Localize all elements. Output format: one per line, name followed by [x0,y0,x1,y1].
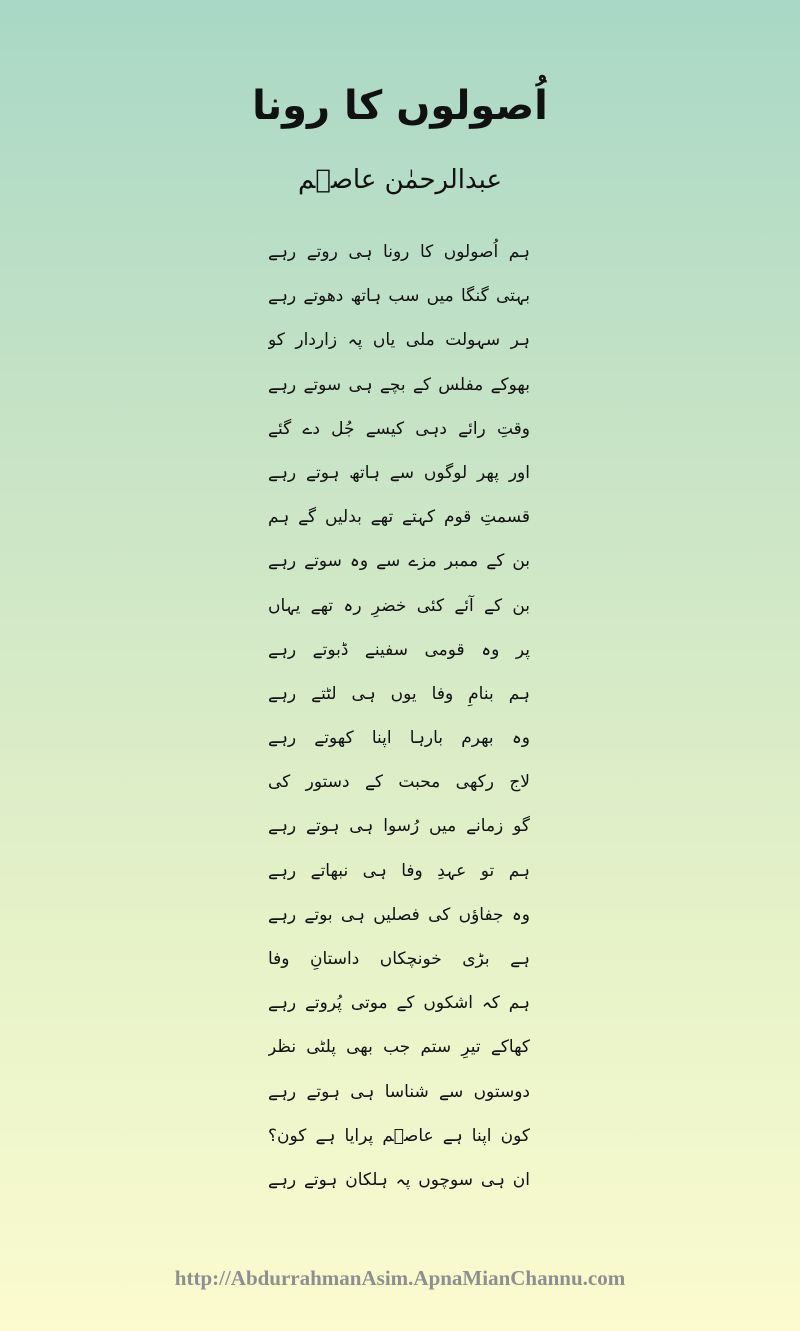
poem-title: اُصولوں کا رونا [252,83,548,129]
poem-line: وقتِ رائے دہی کیسے جُل دے گئے [268,418,530,439]
poem-line: بن کے آئے کئی خضرِ رہ تھے یہاں [268,595,530,616]
poem-line: ہم تو عہدِ وفا ہی نبھاتے رہے [268,860,530,881]
poem-line: ہے بڑی خونچکاں داستانِ وفا [268,949,530,969]
poem-line: ہم بنامِ وفا یوں ہی لٹتے رہے [268,683,530,704]
poem-line: بن کے ممبر مزے سے وہ سوتے رہے [268,551,530,572]
poem-line: قسمتِ قوم کہتے تھے بدلیں گے ہم [268,507,530,528]
poem-line: دوستوں سے شناسا ہی ہوتے رہے [268,1081,530,1102]
poem-line: ہر سہولت ملی یاں پہ زاردار کو [268,330,530,351]
poem-author: عبدالرحمٰن عاصؔم [297,165,503,195]
poem-line: بہتی گنگا میں سب ہاتھ دھوتے رہے [268,286,530,307]
poem-line: کون اپنا ہے عاصؔم پرایا ہے کون؟ [268,1125,530,1146]
poem-line: اور پھر لوگوں سے ہاتھ ہوتے رہے [268,462,530,483]
poem-line: وہ بھرم بارہا اپنا کھوتے رہے [268,728,530,749]
poem-line: بھوکے مفلس کے بچے ہی سوتے رہے [268,374,530,395]
poem-line: پر وہ قومی سفینے ڈبوتے رہے [268,639,530,660]
poem-line: ہم کہ اشکوں کے موتی پُروتے رہے [268,993,530,1014]
poem-line: لاج رکھی محبت کے دستور کی [268,772,530,793]
poem-body [268,230,530,1202]
website-url: http://AbdurrahmanAsim.ApnaMianChannu.com [174,1266,626,1290]
poem-line: ہم اُصولوں کا رونا ہی روتے رہے [268,242,530,262]
poem-line: وہ جفاؤں کی فصلیں ہی بوتے رہے [268,904,530,925]
poem-line: ان ہی سوچوں پہ ہلکان ہوتے رہے [268,1169,530,1190]
poem-line: گو زمانے میں رُسوا ہی ہوتے رہے [268,816,530,837]
poem-line: کھاکے تیرِ ستم جب بھی پلٹی نظر [268,1037,530,1058]
